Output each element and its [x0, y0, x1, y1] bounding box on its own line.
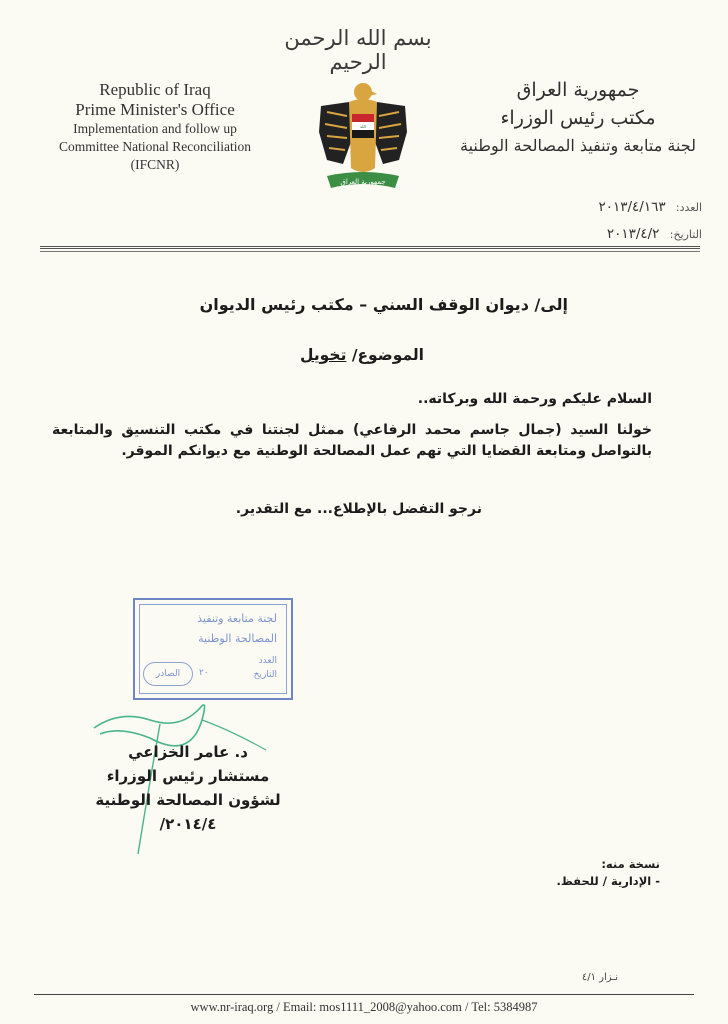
letterhead-ar-republic: جمهورية العراق: [516, 79, 640, 101]
letterhead-office: Prime Minister's Office: [75, 100, 235, 119]
header-divider: [40, 246, 700, 249]
letterhead-republic: Republic of Iraq: [99, 80, 211, 99]
letterhead-committee-2: Committee National Reconciliation: [59, 139, 251, 154]
stamp-issued-badge: الصادر: [143, 662, 193, 686]
signatory-title: مستشار رئيس الوزراء: [106, 767, 270, 785]
stamp-line-1: لجنة متابعة وتنفيذ: [197, 612, 277, 625]
subject-label: الموضوع/: [351, 346, 424, 364]
body-paragraph: خولنا السيد (جمال جاسم محمد الرفاعي) ممثل لجنتنا في مكتب التنسيق والمتابعة بالتواصل ومتابعة القضايا التي تهم عمل المصالحة الوطنية مع ديوانكم الموقر.: [52, 422, 652, 459]
emblem-label: جمهورية العراق: [340, 178, 386, 186]
iraq-eagle-emblem-icon: [313, 72, 413, 200]
copy-item: - الإدارية / للحفظ.: [556, 874, 660, 888]
letterhead-ar-committee: لجنة متابعة وتنفيذ المصالحة الوطنية: [460, 136, 696, 155]
recipient-line: إلى/ ديوان الوقف السني – مكتب رئيس الديوان: [199, 295, 568, 314]
english-letterhead: [30, 80, 280, 174]
reference-number-row: [482, 194, 702, 221]
signatory-portfolio: لشؤون المصالحة الوطنية: [95, 791, 281, 809]
stamp-date-field: التاريخ: [253, 670, 277, 680]
date-row: [482, 221, 702, 248]
date-value: ٢٠١٣/٤/٢: [606, 226, 660, 242]
closing-line: نرجو التفضل بالإطلاع... مع التقدير.: [235, 501, 482, 517]
greeting: السلام عليكم ورحمة الله وبركاته..: [417, 391, 652, 407]
basmala: بسم الله الرحمن الرحيم: [284, 26, 432, 74]
reference-block: [482, 194, 702, 248]
letterhead-committee-1: Implementation and follow up: [73, 121, 237, 136]
signature-block: [88, 740, 288, 836]
date-label: التاريخ:: [669, 228, 702, 241]
arabic-letterhead: [448, 76, 708, 160]
reference-label: العدد:: [675, 201, 702, 214]
copy-to-block: [556, 856, 660, 890]
signatory-name: د. عامر الخزاعي: [128, 743, 248, 761]
reference-value: ٢٠١٣/٤/١٦٣: [598, 199, 666, 215]
letterhead-acronym: (IFCNR): [130, 157, 180, 172]
stamp-number-field: العدد: [258, 656, 277, 666]
footer-divider: [34, 994, 694, 995]
header-divider-thin: [40, 251, 700, 252]
subject-line: [300, 346, 424, 364]
letterhead-ar-office: مكتب رئيس الوزراء: [500, 107, 656, 129]
stamp-year: ٢٠: [199, 668, 209, 678]
signature-date: ٢٠١٤/٤/: [159, 815, 217, 833]
subject-value: تخويل: [300, 346, 347, 364]
stamp-line-2: المصالحة الوطنية: [198, 632, 277, 645]
form-number: نـزار ٤/١: [581, 972, 618, 983]
copy-label: نسخة منه:: [601, 857, 660, 871]
committee-stamp: [133, 598, 293, 700]
svg-text:الله: الله: [360, 124, 366, 129]
footer-contact: www.nr-iraq.org / Email: mos1111_2008@yahoo.com / Tel: 5384987: [190, 1000, 538, 1014]
